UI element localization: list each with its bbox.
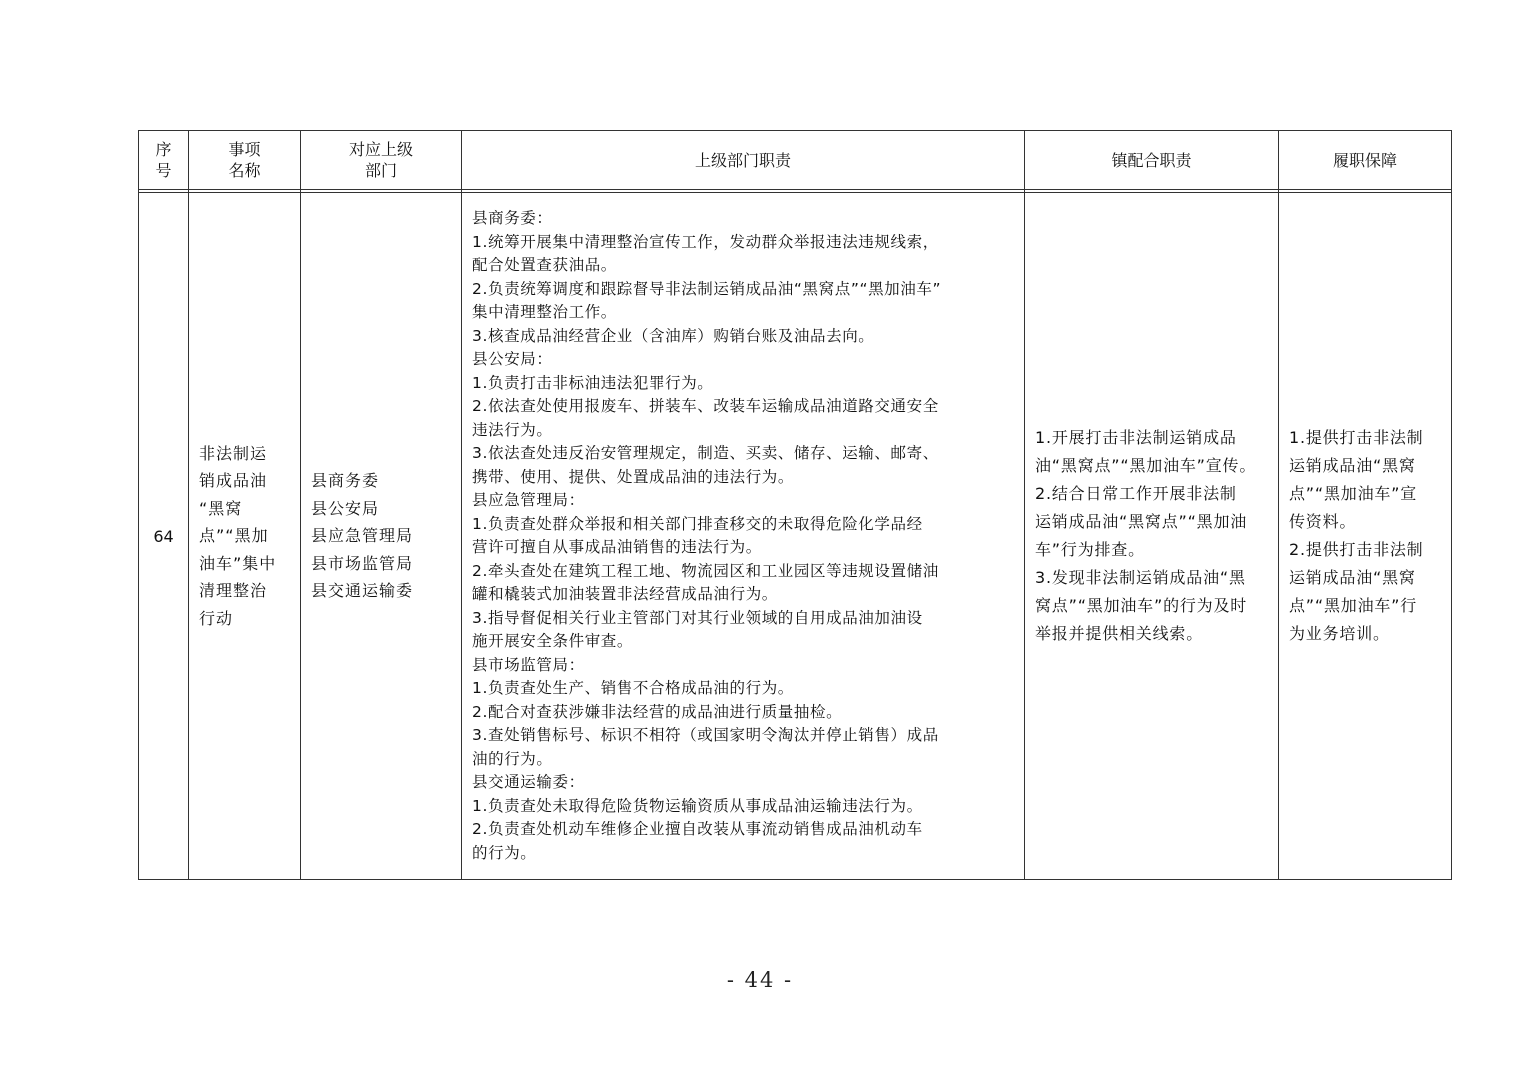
guarantee-line: 点”“黑加油车”宣	[1289, 484, 1418, 503]
town-duty-lines	[1035, 424, 1272, 648]
header-seq-line: 序	[155, 140, 172, 159]
upper-duty-line: 3.依法查处违反治安管理规定，制造、买卖、储存、运输、邮寄、	[472, 444, 939, 462]
upper-dept-line: 县交通运输委	[311, 581, 414, 601]
upper-duty-line: 3.查处销售标号、标识不相符（或国家明令淘汰并停止销售）成品	[472, 726, 939, 744]
upper-duty-line: 县市场监管局：	[472, 655, 585, 674]
header-upper-dept-line: 部门	[364, 161, 397, 180]
header-item-name	[189, 131, 301, 190]
item-name-line: 销成品油	[199, 471, 268, 491]
header-upper-dept	[301, 131, 462, 190]
duty-table	[138, 130, 1452, 880]
item-name-cell	[189, 193, 301, 880]
town-duty-line: 窝点”“黑加油车”的行为及时	[1035, 596, 1248, 615]
town-duty-cell	[1025, 193, 1279, 880]
guarantee-line: 2.提供打击非法制	[1289, 540, 1424, 559]
town-duty-line: 车”行为排查。	[1035, 540, 1145, 559]
header-town-duty: 镇配合职责	[1025, 131, 1279, 190]
upper-dept-line: 县公安局	[311, 498, 380, 518]
upper-dept-line: 县商务委	[311, 471, 380, 491]
upper-duty-line: 携带、使用、提供、处置成品油的违法行为。	[472, 467, 795, 486]
seq-cell: 64	[139, 193, 189, 880]
town-duty-line: 2.结合日常工作开展非法制	[1035, 484, 1237, 503]
upper-duty-line: 2.依法查处使用报废车、拼装车、改装车运输成品油道路交通安全	[472, 397, 939, 415]
upper-dept-line: 县应急管理局	[311, 526, 414, 546]
header-upper-duty: 上级部门职责	[462, 131, 1025, 190]
item-name-line: 清理整治	[199, 581, 268, 601]
guarantee-line: 运销成品油“黑窝	[1289, 456, 1416, 475]
upper-duty-line: 的行为。	[472, 843, 537, 862]
town-duty-line: 运销成品油“黑窝点”“黑加油	[1035, 512, 1248, 531]
upper-dept-cell	[301, 193, 462, 880]
town-duty-line: 举报并提供相关线索。	[1035, 624, 1204, 643]
town-duty-line: 油“黑窝点”“黑加油车”宣传。	[1035, 456, 1257, 475]
upper-duty-line: 违法行为。	[472, 420, 553, 439]
upper-duty-line: 1.统筹开展集中清理整治宣传工作，发动群众举报违法违规线索，	[472, 232, 939, 251]
town-duty-line: 3.发现非法制运销成品油“黑	[1035, 568, 1246, 587]
item-name-line: 点”“黑加	[199, 526, 269, 546]
upper-duty-line: 营许可擅自从事成品油销售的违法行为。	[472, 538, 762, 556]
upper-duty-line: 县交通运输委：	[472, 773, 585, 791]
upper-duty-lines	[472, 207, 1016, 865]
upper-duty-line: 2.配合对查获涉嫌非法经营的成品油进行质量抽检。	[472, 702, 843, 721]
upper-duty-line: 2.负责统筹调度和跟踪督导非法制运销成品油“黑窝点”“黑加油车”	[472, 279, 942, 298]
upper-duty-line: 施开展安全条件审查。	[472, 632, 634, 650]
guarantee-line: 运销成品油“黑窝	[1289, 568, 1416, 587]
header-guarantee: 履职保障	[1279, 131, 1452, 190]
item-name-line: 油车”集中	[199, 553, 277, 573]
town-duty-line: 1.开展打击非法制运销成品	[1035, 428, 1237, 447]
upper-dept-lines	[311, 467, 453, 605]
header-row	[139, 131, 1452, 190]
upper-duty-line: 县商务委：	[472, 209, 553, 227]
table-row	[139, 193, 1452, 880]
guarantee-line: 传资料。	[1289, 512, 1357, 531]
upper-duty-line: 县应急管理局：	[472, 491, 585, 509]
item-name-line: “黑窝	[199, 498, 243, 518]
upper-duty-line: 2.牵头查处在建筑工程工地、物流园区和工业园区等违规设置储油	[472, 561, 939, 580]
upper-duty-line: 配合处置查获油品。	[472, 256, 617, 274]
upper-duty-line: 3.核查成品油经营企业（含油库）购销台账及油品去向。	[472, 326, 875, 345]
upper-duty-line: 1.负责查处群众举报和相关部门排查移交的未取得危险化学品经	[472, 514, 923, 533]
guarantee-cell	[1279, 193, 1452, 880]
header-item-name-line: 事项	[228, 140, 261, 159]
upper-duty-cell	[462, 193, 1025, 880]
header-upper-dept-line: 对应上级	[348, 140, 413, 159]
header-seq-line: 号	[155, 161, 172, 180]
upper-dept-line: 县市场监管局	[311, 553, 414, 573]
upper-duty-line: 油的行为。	[472, 749, 553, 768]
header-seq	[139, 131, 189, 190]
guarantee-line: 点”“黑加油车”行	[1289, 596, 1418, 615]
upper-duty-line: 1.负责打击非标油违法犯罪行为。	[472, 373, 714, 392]
item-name-line: 行动	[199, 608, 234, 628]
upper-duty-line: 县公安局：	[472, 350, 553, 368]
header-item-name-line: 名称	[228, 161, 261, 180]
item-name-lines	[199, 440, 292, 633]
guarantee-line: 1.提供打击非法制	[1289, 428, 1424, 447]
guarantee-lines	[1289, 424, 1445, 648]
upper-duty-line: 3.指导督促相关行业主管部门对其行业领域的自用成品油加油设	[472, 608, 923, 627]
upper-duty-line: 集中清理整治工作。	[472, 303, 617, 321]
upper-duty-line: 1.负责查处未取得危险货物运输资质从事成品油运输违法行为。	[472, 796, 923, 815]
upper-duty-line: 1.负责查处生产、销售不合格成品油的行为。	[472, 679, 794, 697]
upper-duty-line: 罐和橇装式加油装置非法经营成品油行为。	[472, 585, 778, 603]
guarantee-line: 为业务培训。	[1289, 624, 1390, 643]
item-name-line: 非法制运	[199, 443, 268, 463]
page-number: - 44 -	[726, 968, 794, 992]
upper-duty-line: 2.负责查处机动车维修企业擅自改装从事流动销售成品油机动车	[472, 820, 923, 838]
